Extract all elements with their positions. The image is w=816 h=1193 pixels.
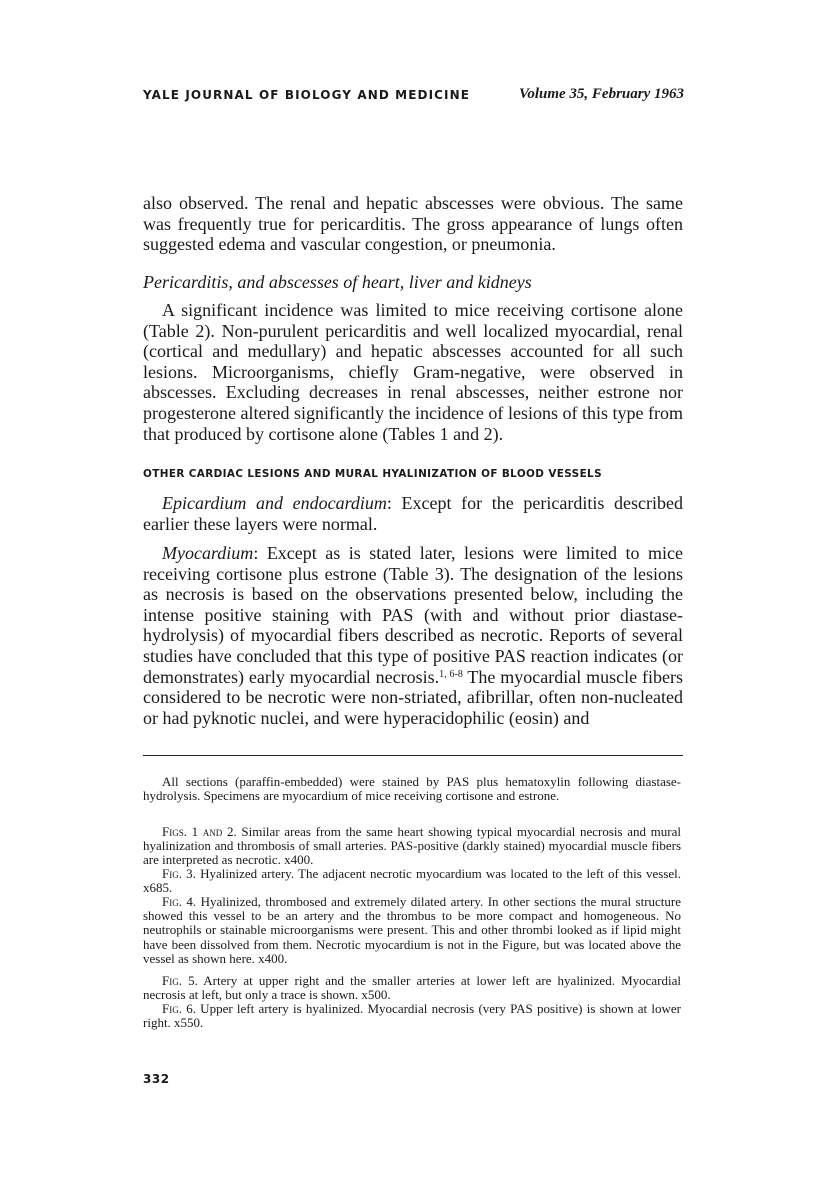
footnote-divider <box>143 755 683 756</box>
caption-label: Fig. 6. <box>162 1001 196 1016</box>
page-number: 332 <box>143 1072 170 1086</box>
caption-label: Fig. 4. <box>162 894 197 909</box>
subheading-pericarditis: Pericarditis, and abscesses of heart, liver and kidneys <box>143 272 532 292</box>
caption-fig-6 <box>143 1002 681 1030</box>
reference-superscript: 1, 6-8 <box>439 668 463 680</box>
caption-text: Artery at upper right and the smaller arteries at lower left are hyalinized. Myocardial necrosis at left, but only a trace is shown. x500. <box>143 973 681 1003</box>
myocardium-text: : Except as is stated later, lesions were limited to mice receiving cortisone plus estrone (Table 3). The designation of the lesions as necrosis is based on the observations presented below, including the intense positive staining with PAS (with and without prior diastase-hydrolysis) of myocardial fibers described as necrotic. Reports of several studies have concluded that this type of positive PAS reaction indicates (or demonstrates) early myocardial necrosis. <box>143 543 683 687</box>
myocardium-paragraph <box>143 543 683 728</box>
running-header-journal: YALE JOURNAL OF BIOLOGY AND MEDICINE <box>143 88 471 102</box>
caption-fig-5 <box>143 974 681 1002</box>
caption-label: Fig. 5. <box>162 973 198 988</box>
caption-general: All sections (paraffin-embedded) were stained by PAS plus hematoxylin following diastase-hydrolysis. Specimens are myocardium of mice receiving cortisone and estrone. <box>143 774 681 804</box>
caption-label: Fig. 3. <box>162 866 196 881</box>
section-heading: OTHER CARDIAC LESIONS AND MURAL HYALINIZATION OF BLOOD VESSELS <box>143 468 602 480</box>
myocardium-text-continued: The myocardial muscle fibers considered to be necrotic were non-striated, afibrillar, often non-nucleated or had pyknotic nuclei, and were hyperacidophilic (eosin) and <box>143 666 684 728</box>
running-header-volume: Volume 35, February 1963 <box>519 86 685 102</box>
caption-text: Similar areas from the same heart showing typical myocardial necrosis and mural hyalinization and thrombosis of small arteries. PAS-positive (darkly stained) myocardial muscle fibers are interpreted as necrotic. x400. <box>143 824 681 868</box>
intro-paragraph: also observed. The renal and hepatic abscesses were obvious. The same was frequently true for pericarditis. The gross appearance of lungs often suggested edema and vascular congestion, or pneumonia. <box>143 193 683 255</box>
caption-label: Figs. 1 and 2. <box>162 824 237 839</box>
caption-figs-1-2 <box>143 825 681 868</box>
epicardium-text: : Except for the pericarditis described earlier these layers were normal. <box>143 493 684 534</box>
myocardium-term: Myocardium <box>162 543 254 563</box>
caption-fig-4 <box>143 895 681 966</box>
caption-text: Hyalinized artery. The adjacent necrotic myocardium was located to the left of this vessel. x685. <box>143 866 682 896</box>
pericarditis-paragraph: A significant incidence was limited to mice receiving cortisone alone (Table 2). Non-purulent pericarditis and well localized myocardial, renal (cortical and medullary) and hepatic abscesses accounted for all such lesions. Microorganisms, chiefly Gram-negative, were observed in abscesses. Excluding decreases in renal abscesses, neither estrone nor progesterone altered significantly the incidence of lesions of this type from that produced by cortisone alone (Tables 1 and 2). <box>143 300 683 444</box>
epicardium-term: Epicardium and endocardium <box>162 493 387 513</box>
caption-fig-3 <box>143 867 681 895</box>
epicardium-paragraph <box>143 493 683 534</box>
caption-text: Hyalinized, thrombosed and extremely dilated artery. In other sections the mural structure showed this vessel to be an artery and the thrombus to be more compact and homogeneous. No neutrophils or stainable microorganisms were present. This and other thrombi looked as if lipid might have been dissolved from them. Necrotic myocardium is not in the Figure, but was located above the vessel as shown here. x400. <box>143 894 682 966</box>
caption-text: Upper left artery is hyalinized. Myocardial necrosis (very PAS positive) is shown at lower right. x550. <box>143 1001 681 1031</box>
